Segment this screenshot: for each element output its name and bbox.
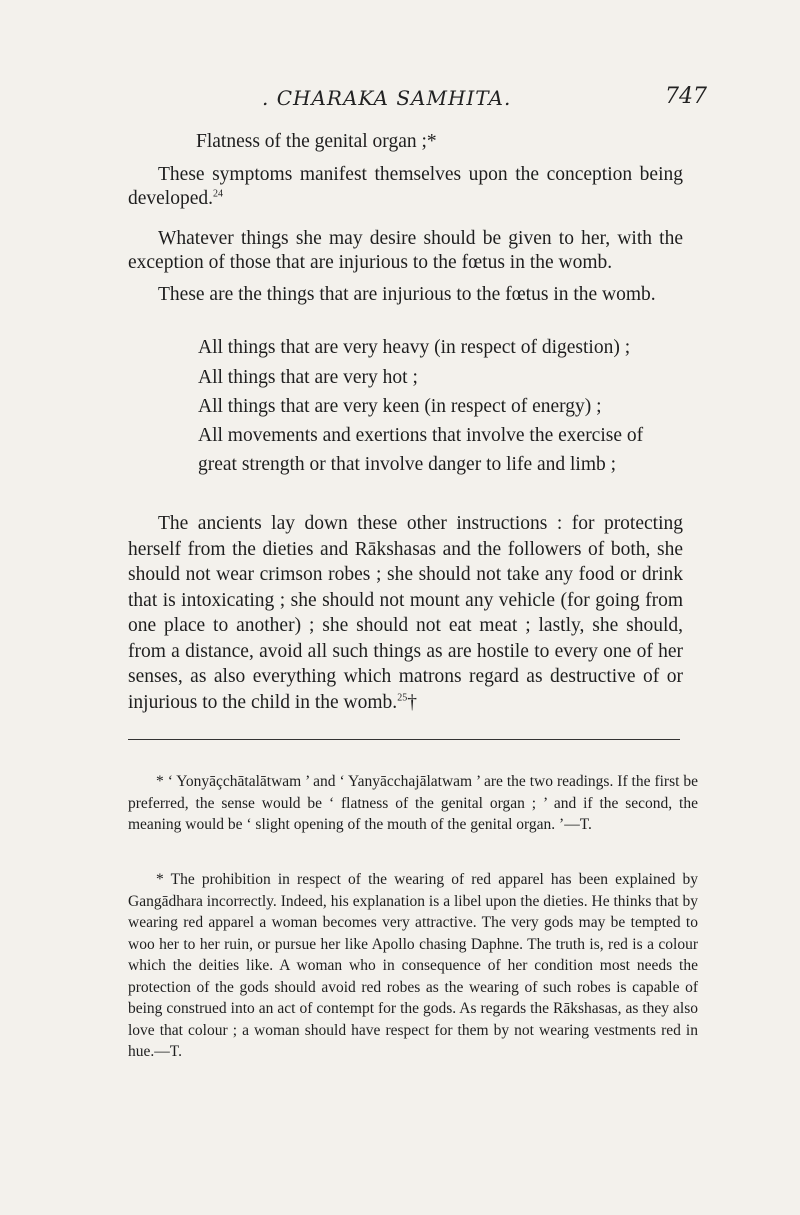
list-item-keen: All things that are very keen (in respect of energy) ; <box>198 396 602 417</box>
list-item-heavy: All things that are very heavy (in respect of digestion) ; <box>198 337 631 358</box>
footnote-red-apparel-text: * The prohibition in respect of the wearing of red apparel has been explained by Gangādhara incorrectly. Indeed, his explanation is a libel upon the dieties. He thinks that by wearing red apparel a woman becomes very attractive. The very gods may be tempted to woo her to her ruin, or pursue her like Apollo chasing Daphne. The truth is, red is a colour which the deities like. A woman who in consequence of her condition most needs the protection of the gods should avoid red robes as the wearing of such robes is capable of being construed into an act of contempt for the gods. As regards the Rākshasas, as they also love that colour ; a woman should have respect for them by not wearing vestments red in hue.—T. <box>128 871 698 1060</box>
footnote-ref-24: 24 <box>213 188 224 200</box>
dagger-mark: † <box>407 691 417 713</box>
running-title: . CHARAKA SAMHITA. <box>262 86 512 110</box>
footnote-divider <box>128 739 680 740</box>
footnote-readings-text: * ‘ Yonyāçchātalātwam ’ and ‘ Yanyācchajālatwam ’ are the two readings. If the first be preferred, the sense would be ‘ flatness of the genital organ ; ’ and if the second, the meaning would be ‘ slight opening of the mouth of the genital organ. ’—T. <box>128 773 698 833</box>
footnote-readings <box>128 771 698 836</box>
list-item-danger: great strength or that involve danger to life and limb ; <box>198 454 617 475</box>
paragraph-symptoms <box>128 163 683 211</box>
page-header <box>0 80 800 120</box>
list-item-hot: All things that are very hot ; <box>198 367 418 388</box>
paragraph-injurious-intro: These are the things that are injurious to the fœtus in the womb. <box>158 284 656 305</box>
paragraph-instructions <box>128 511 683 715</box>
page-number: 747 <box>665 84 707 109</box>
footnote-red-apparel <box>128 869 698 1063</box>
paragraph-symptoms-text: These symptoms manifest themselves upon the conception being developed. <box>128 164 683 209</box>
flatness-line: Flatness of the genital organ ;* <box>196 131 437 152</box>
paragraph-instructions-text: The ancients lay down these other instructions : for protecting herself from the dieties and Rākshasas and the followers of both, she should not wear crimson robes ; she should not take any food or drink that is intoxicating ; she should not mount any vehicle (for going from one place to another) ; she should not eat meat ; lastly, she should, from a distance, avoid all such things as are hostile to every one of her senses, as also everything which matrons regard as destructive of or injurious to the child in the womb. <box>128 513 683 713</box>
paragraph-desires: Whatever things she may desire should be given to her, with the exception of those that are injurious to the fœtus in the womb. <box>128 228 683 273</box>
list-item-movements: All movements and exertions that involve the exercise of <box>198 425 644 446</box>
footnote-ref-25: 25 <box>397 692 408 703</box>
